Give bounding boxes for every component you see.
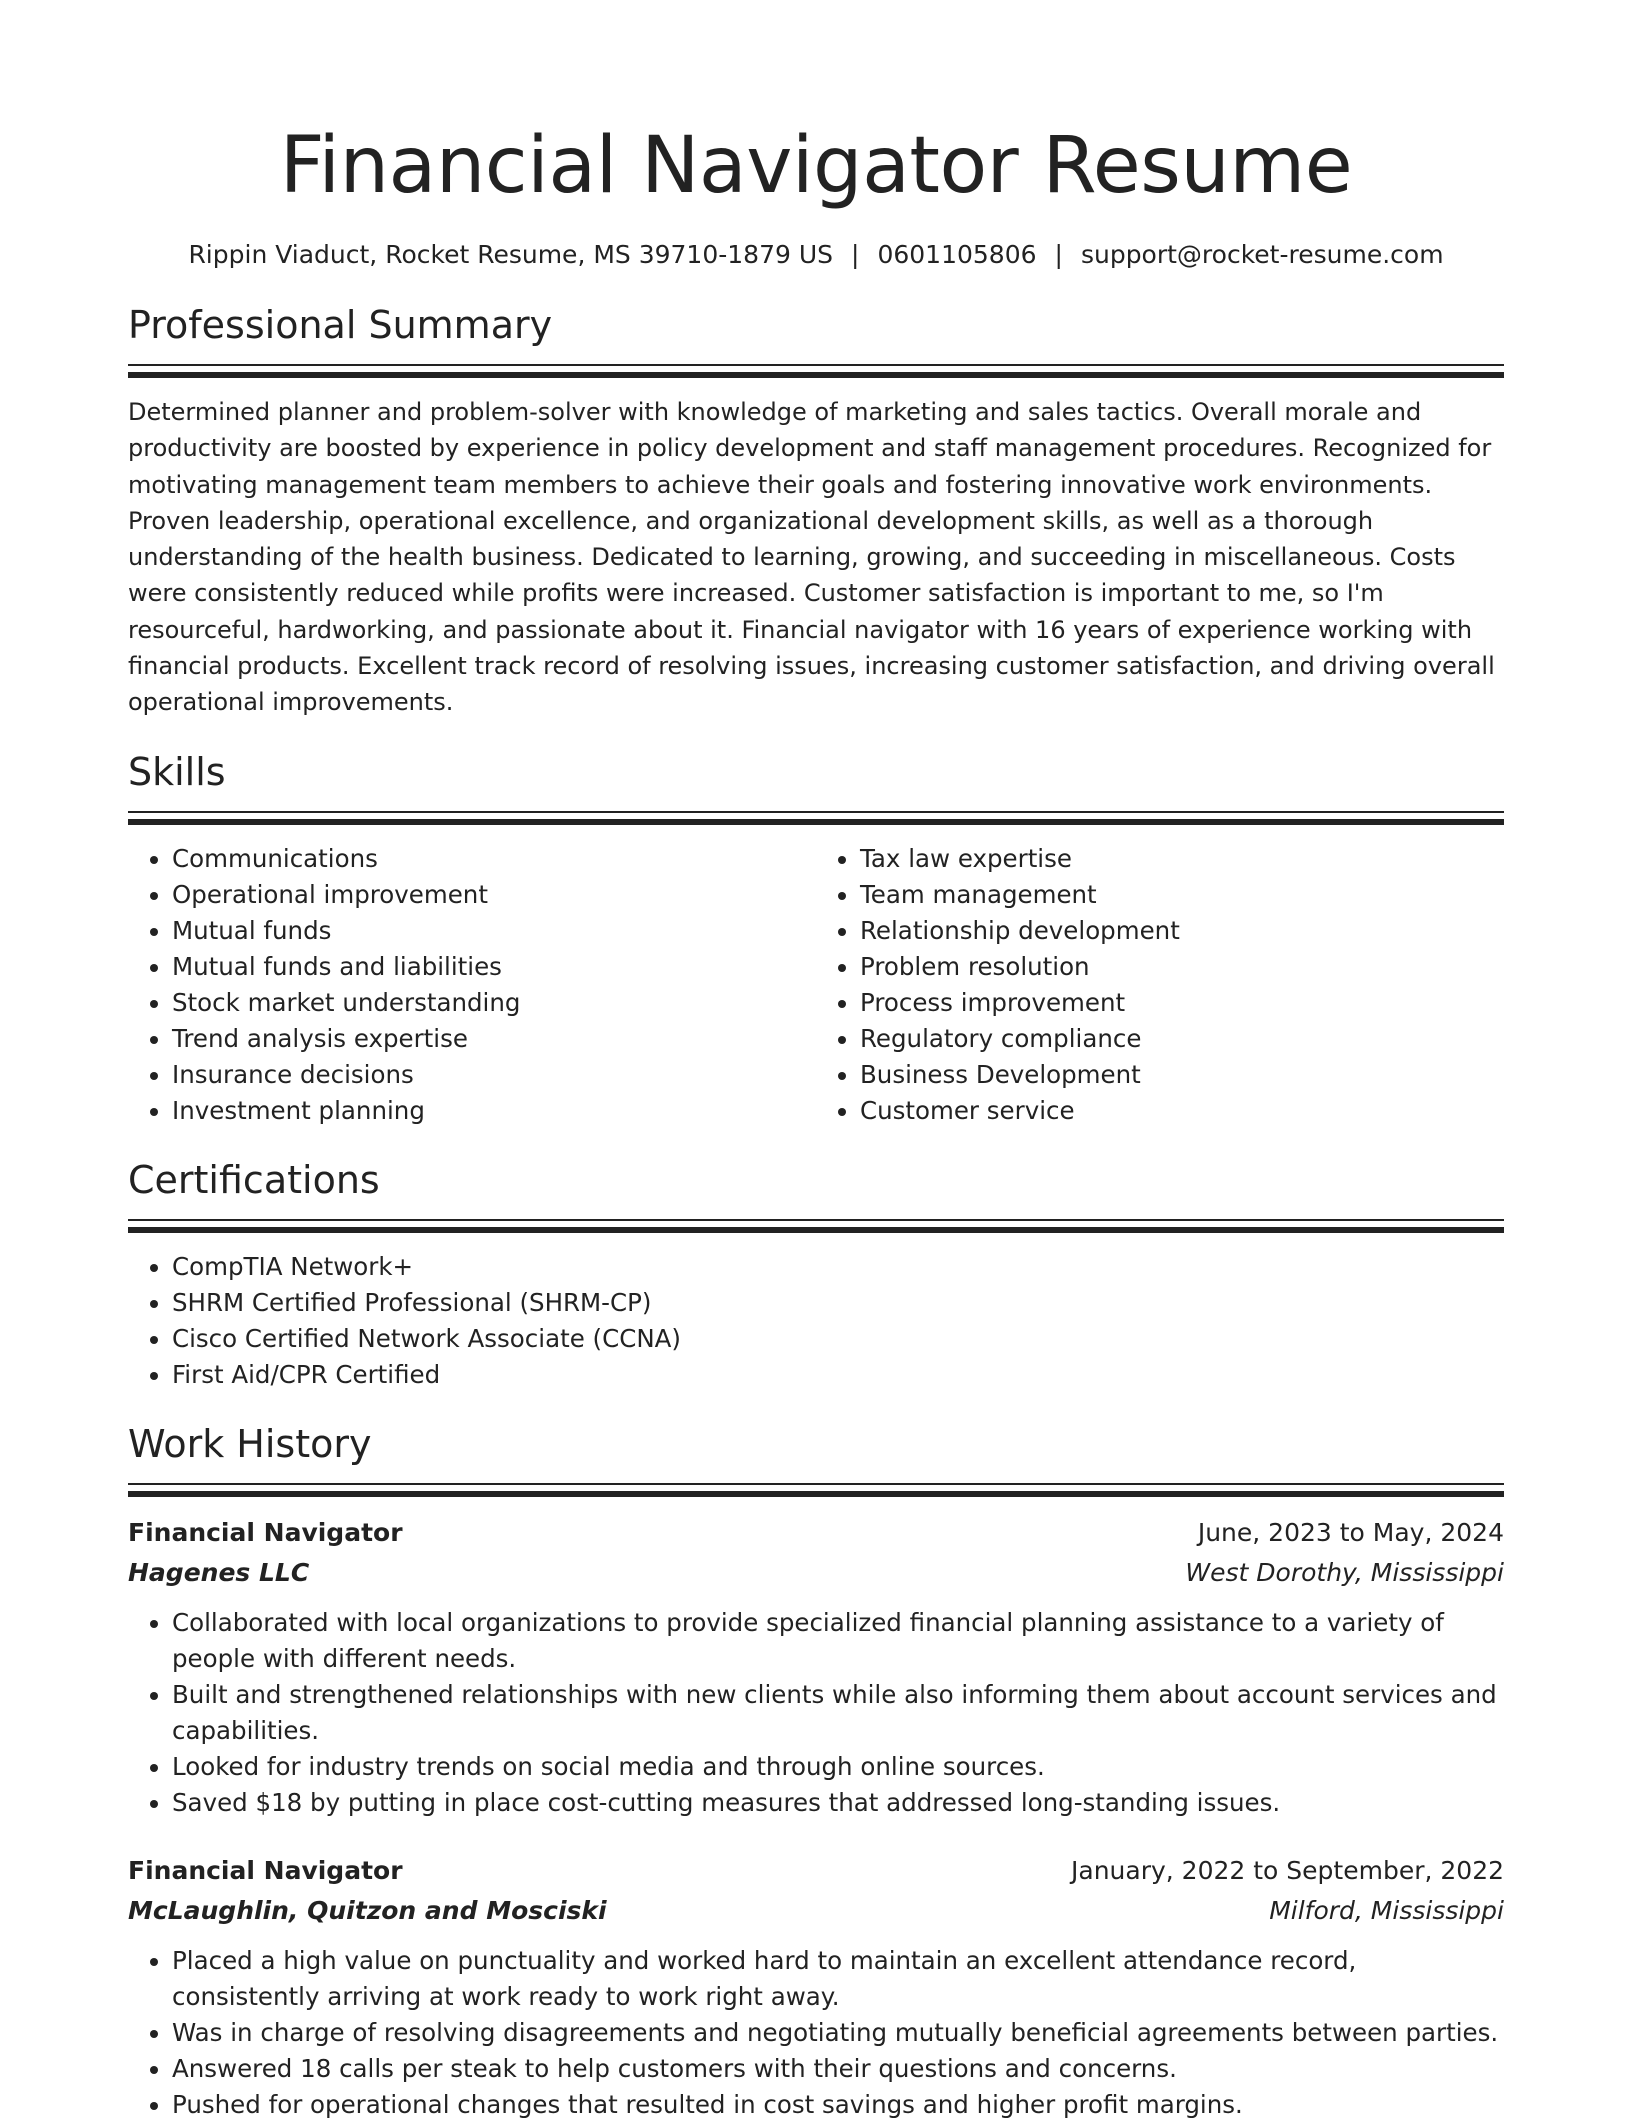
job-bullet: • Saved $18 by putting in place cost-cutting measures that addressed long-standing issues. [172, 1785, 1504, 1821]
contact-phone: 0601105806 [877, 240, 1037, 269]
section-divider-thin [128, 811, 1504, 813]
contact-separator: | [1054, 240, 1063, 269]
job-subheader-row [128, 1553, 1504, 1593]
skills-heading: Skills [128, 749, 226, 794]
skill-item: • Relationship development [860, 913, 1504, 949]
summary-text: Determined planner and problem-solver with knowledge of marketing and sales tactics. Overall morale and productivity are boosted by experience in policy development and staff management procedures. Recognized for motivating management team members to achieve their goals and fostering innovative work environments. Proven leadership, operational excellence, and organizational development skills, as well as a thorough understanding of the health business. Dedicated to learning, growing, and succeeding in miscellaneous. Costs were consistently reduced while profits were increased. Customer satisfaction is important to me, so I'm resourceful, hardworking, and passionate about it. Financial navigator with 16 years of experience working with financial products. Excellent track record of resolving issues, increasing customer satisfaction, and driving overall operational improvements. [128, 398, 1495, 717]
work-history-heading: Work History [128, 1421, 372, 1466]
summary-section [128, 300, 1504, 721]
job-bullet: • Collaborated with local organizations to provide specialized financial planning assistance to a variety of people with different needs. [172, 1605, 1504, 1677]
certification-item: • SHRM Certified Professional (SHRM-CP) [172, 1285, 1504, 1321]
work-history-section [128, 1419, 1504, 2123]
job-title: Financial Navigator [128, 1855, 403, 1885]
job-company: McLaughlin, Quitzon and Mosciski [128, 1895, 607, 1925]
resume-title: Financial Navigator Resume [279, 121, 1353, 211]
skill-item: • Team management [860, 877, 1504, 913]
job-bullet: • Looked for industry trends on social media and through online sources. [172, 1749, 1504, 1785]
skill-item: • Stock market understanding [172, 985, 816, 1021]
skill-item: • Insurance decisions [172, 1057, 816, 1093]
job-bullet: • Pushed for operational changes that resulted in cost savings and higher profit margins. [172, 2087, 1504, 2123]
skill-item: • Business Development [860, 1057, 1504, 1093]
job-bullet: • Built and strengthened relationships with new clients while also informing them about account services and capabilities. [172, 1677, 1504, 1749]
certification-item: • CompTIA Network+ [172, 1249, 1504, 1285]
summary-heading: Professional Summary [128, 303, 553, 347]
skills-columns [128, 841, 1504, 1129]
skills-column-left [128, 841, 816, 1129]
contact-separator: | [851, 240, 860, 269]
skill-item: • Operational improvement [172, 877, 816, 913]
section-divider-thin [128, 1483, 1504, 1485]
skill-item: • Communications [172, 841, 816, 877]
section-divider-thin [128, 364, 1504, 366]
skill-item: • Regulatory compliance [860, 1021, 1504, 1057]
skill-item: • Investment planning [172, 1093, 816, 1129]
job-title: Financial Navigator [128, 1517, 403, 1547]
skills-column-right [816, 841, 1504, 1129]
section-divider-thick [128, 1491, 1504, 1497]
job-bullet: • Placed a high value on punctuality and worked hard to maintain an excellent attendance record, consistently arriving at work ready to work right away. [172, 1943, 1504, 2015]
skills-section [128, 747, 1504, 1129]
job-subheader-row [128, 1891, 1504, 1931]
certification-item: • Cisco Certified Network Associate (CCNA) [172, 1321, 1504, 1357]
job-location: West Dorothy, Mississippi [1185, 1557, 1504, 1587]
certifications-heading: Certifications [128, 1157, 380, 1202]
job-location: Milford, Mississippi [1269, 1895, 1504, 1925]
contact-email: support@rocket-resume.com [1080, 240, 1444, 269]
skill-item: • Mutual funds and liabilities [172, 949, 816, 985]
job-entry [128, 1513, 1504, 1821]
skill-item: • Tax law expertise [860, 841, 1504, 877]
job-bullet: • Was in charge of resolving disagreements and negotiating mutually beneficial agreements between parties. [172, 2015, 1504, 2051]
job-company: Hagenes LLC [128, 1557, 310, 1587]
job-entry [128, 1851, 1504, 2123]
section-divider-thin [128, 1219, 1504, 1221]
skill-item: • Mutual funds [172, 913, 816, 949]
certification-item: • First Aid/CPR Certified [172, 1357, 1504, 1393]
job-dates: June, 2023 to May, 2024 [1197, 1517, 1504, 1547]
skill-item: • Process improvement [860, 985, 1504, 1021]
contact-line [128, 238, 1504, 272]
section-divider-thick [128, 372, 1504, 378]
contact-address: Rippin Viaduct, Rocket Resume, MS 39710-1879 US [188, 240, 834, 269]
job-header-row [128, 1513, 1504, 1553]
section-divider-thick [128, 819, 1504, 825]
job-dates: January, 2022 to September, 2022 [1071, 1855, 1504, 1885]
certifications-section [128, 1155, 1504, 1393]
skill-item: • Problem resolution [860, 949, 1504, 985]
skill-item: • Customer service [860, 1093, 1504, 1129]
skill-item: • Trend analysis expertise [172, 1021, 816, 1057]
job-bullet: • Answered 18 calls per steak to help customers with their questions and concerns. [172, 2051, 1504, 2087]
job-header-row [128, 1851, 1504, 1891]
section-divider-thick [128, 1227, 1504, 1233]
